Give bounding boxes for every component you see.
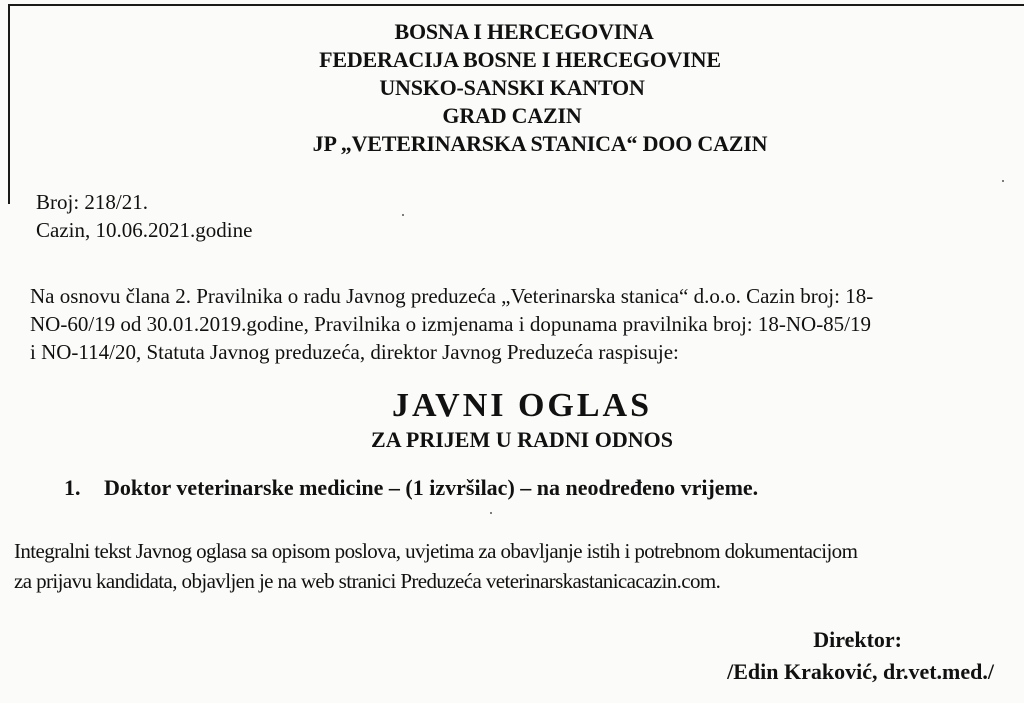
position-number: 1. xyxy=(64,475,81,500)
signature-name: /Edin Kraković, dr.vet.med./ xyxy=(727,659,994,684)
position-text: Doktor veterinarske medicine – (1 izvršilac) – na neodređeno vrijeme. xyxy=(104,475,759,500)
print-speck xyxy=(402,214,404,216)
signature-role: Direktor: xyxy=(813,627,902,652)
reference-number: Broj: 218/21. xyxy=(36,190,149,214)
intro-line: Na osnovu člana 2. Pravilnika o radu Javnog preduzeća „Veterinarska stanica“ d.o.o. Cazin broj: 18- xyxy=(30,284,874,308)
document-header xyxy=(0,18,1024,158)
intro-paragraph xyxy=(30,282,1020,366)
header-line-country: BOSNA I HERCEGOVINA xyxy=(394,19,654,44)
announcement-title: JAVNI OGLAS xyxy=(391,387,653,424)
print-speck xyxy=(1002,180,1004,182)
frame-top-border xyxy=(8,4,1024,6)
announcement-title-block xyxy=(0,386,1024,454)
signature-block xyxy=(727,624,994,688)
intro-line: NO-60/19 od 30.01.2019.godine, Pravilnika o izmjenama i dopunama pravilnika broj: 18-NO-85/19 xyxy=(30,312,872,336)
header-line-canton: UNSKO-SANSKI KANTON xyxy=(379,75,645,100)
header-line-company: JP „VETERINARSKA STANICA“ DOO CAZIN xyxy=(312,131,768,156)
reference-place-date: Cazin, 10.06.2021.godine xyxy=(36,218,253,242)
header-line-federation: FEDERACIJA BOSNE I HERCEGOVINE xyxy=(319,47,721,72)
reference-block xyxy=(36,188,252,244)
integral-line: za prijavu kandidata, objavljen je na web stranici Preduzeća veterinarskastanicacazin.com. xyxy=(14,569,721,593)
integral-line: Integralni tekst Javnog oglasa sa opisom poslova, uvjetima za obavljanje istih i potrebnom dokumentacijom xyxy=(14,539,858,563)
header-line-city: GRAD CAZIN xyxy=(442,103,582,128)
announcement-subtitle: ZA PRIJEM U RADNI ODNOS xyxy=(371,427,673,452)
print-speck xyxy=(490,512,492,514)
intro-line: i NO-114/20, Statuta Javnog preduzeća, direktor Javnog Preduzeća raspisuje: xyxy=(30,340,679,364)
integral-text-paragraph xyxy=(14,536,1014,596)
position-list-item xyxy=(64,474,758,502)
